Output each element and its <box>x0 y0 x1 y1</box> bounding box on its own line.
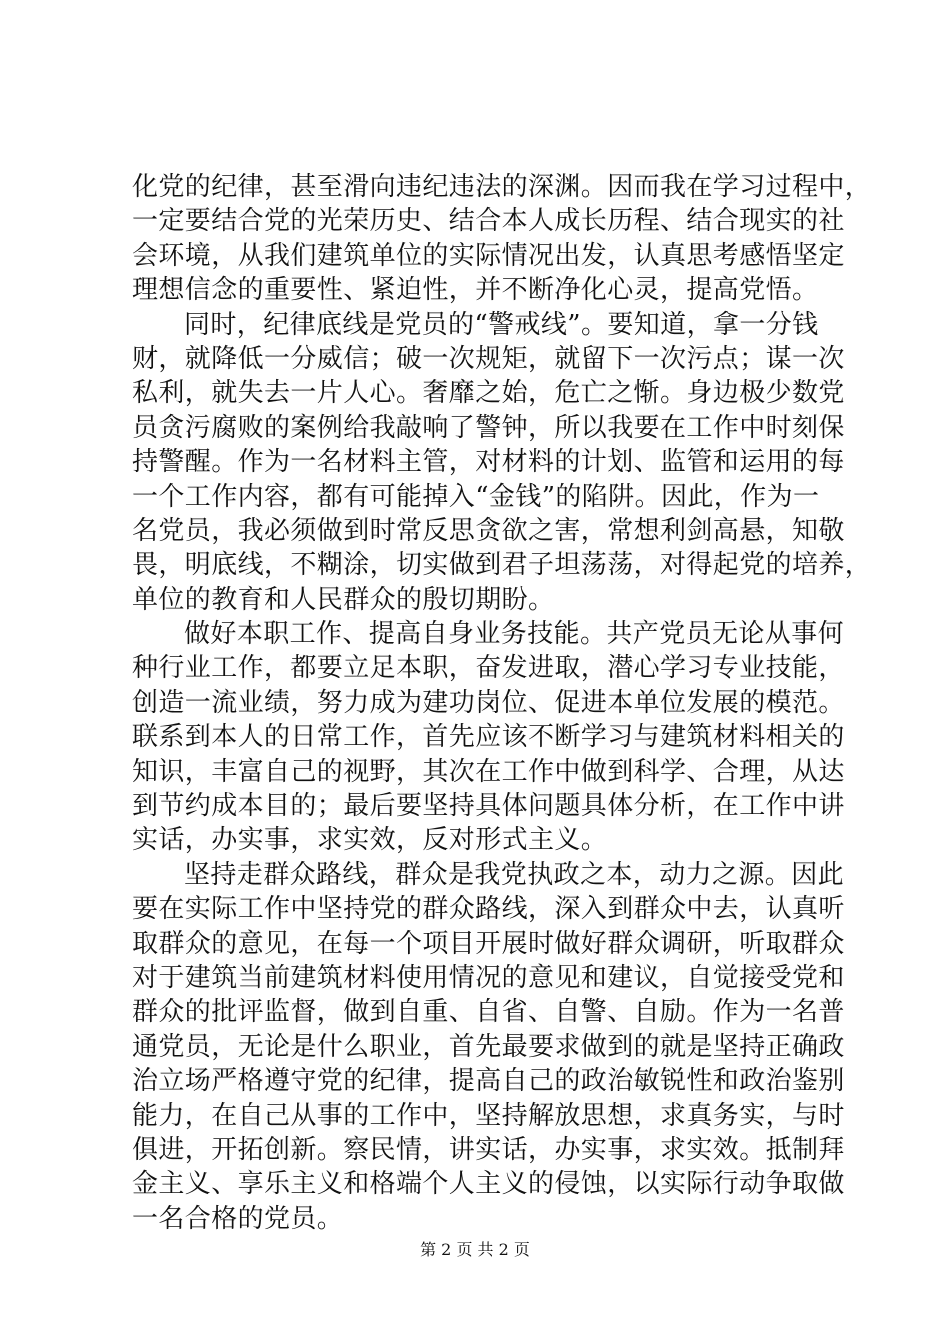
text-line: 种行业工作，都要立足本职，奋发进取，潜心学习专业技能， <box>132 653 845 684</box>
text-line: 群众的批评监督，做到自重、自省、自警、自励。作为一名普 <box>132 997 845 1028</box>
text-line: 能力，在自己从事的工作中，坚持解放思想，求真务实，与时 <box>132 1100 845 1131</box>
text-line: 一个工作内容，都有可能掉入“金钱”的陷阱。因此，作为一 <box>132 481 820 512</box>
text-line: 创造一流业绩，努力成为建功岗位、促进本单位发展的模范。 <box>132 687 845 718</box>
text-line: 治立场严格遵守党的纪律，提高自己的政治敏锐性和政治鉴别 <box>132 1066 845 1097</box>
text-line: 私利，就失去一片人心。奢靡之始，危亡之惭。身边极少数党 <box>132 378 845 409</box>
text-line: 通党员，无论是什么职业，首先最要求做到的就是坚持正确政 <box>132 1031 845 1062</box>
text-line: 同时，纪律底线是党员的“警戒线”。要知道，拿一分钱 <box>184 309 819 340</box>
text-line: 取群众的意见，在每一个项目开展时做好群众调研，听取群众 <box>132 928 845 959</box>
text-line: 畏，明底线，不糊涂，切实做到君子坦荡荡，对得起党的培养， <box>132 550 872 581</box>
text-line: 对于建筑当前建筑材料使用情况的意见和建议，自觉接受党和 <box>132 962 845 993</box>
text-line: 会环境，从我们建筑单位的实际情况出发，认真思考感悟坚定 <box>132 240 845 271</box>
text-line: 要在实际工作中坚持党的群众路线，深入到群众中去，认真听 <box>132 894 845 925</box>
text-line: 做好本职工作、提高自身业务技能。共产党员无论从事何 <box>184 619 845 650</box>
text-line: 知识，丰富自己的视野，其次在工作中做到科学、合理，从达 <box>132 756 845 787</box>
text-line: 名党员，我必须做到时常反思贪欲之害，常想利剑高悬，知敬 <box>132 515 845 546</box>
body-text <box>132 170 872 1236</box>
text-line: 坚持走群众路线，群众是我党执政之本，动力之源。因此 <box>184 859 845 890</box>
text-line: 单位的教育和人民群众的殷切期盼。 <box>132 584 555 615</box>
text-line: 持警醒。作为一名材料主管，对材料的计划、监管和运用的每 <box>132 447 845 478</box>
text-line: 联系到本人的日常工作，首先应该不断学习与建筑材料相关的 <box>132 722 845 753</box>
page-footer: 第 2 页 共 2 页 <box>420 1240 530 1259</box>
text-line: 金主义、享乐主义和格端个人主义的侵蚀，以实际行动争取做 <box>132 1169 845 1200</box>
text-line: 理想信念的重要性、紧迫性，并不断净化心灵，提高党悟。 <box>132 275 819 306</box>
text-line: 俱进，开拓创新。察民情，讲实话，办实事，求实效。抵制拜 <box>132 1134 845 1165</box>
text-line: 一定要结合党的光荣历史、结合本人成长历程、结合现实的社 <box>132 206 845 237</box>
text-line: 一名合格的党员。 <box>132 1203 344 1234</box>
text-line: 实话，办实事，求实效，反对形式主义。 <box>132 825 608 856</box>
text-line: 财，就降低一分威信；破一次规矩，就留下一次污点；谋一次 <box>132 343 845 374</box>
text-line: 化党的纪律，甚至滑向违纪违法的深渊。因而我在学习过程中， <box>132 172 872 202</box>
text-line: 员贪污腐败的案例给我敲响了警钟，所以我要在工作中时刻保 <box>132 412 845 443</box>
text-line: 到节约成本目的；最后要坚持具体问题具体分析，在工作中讲 <box>132 791 845 822</box>
